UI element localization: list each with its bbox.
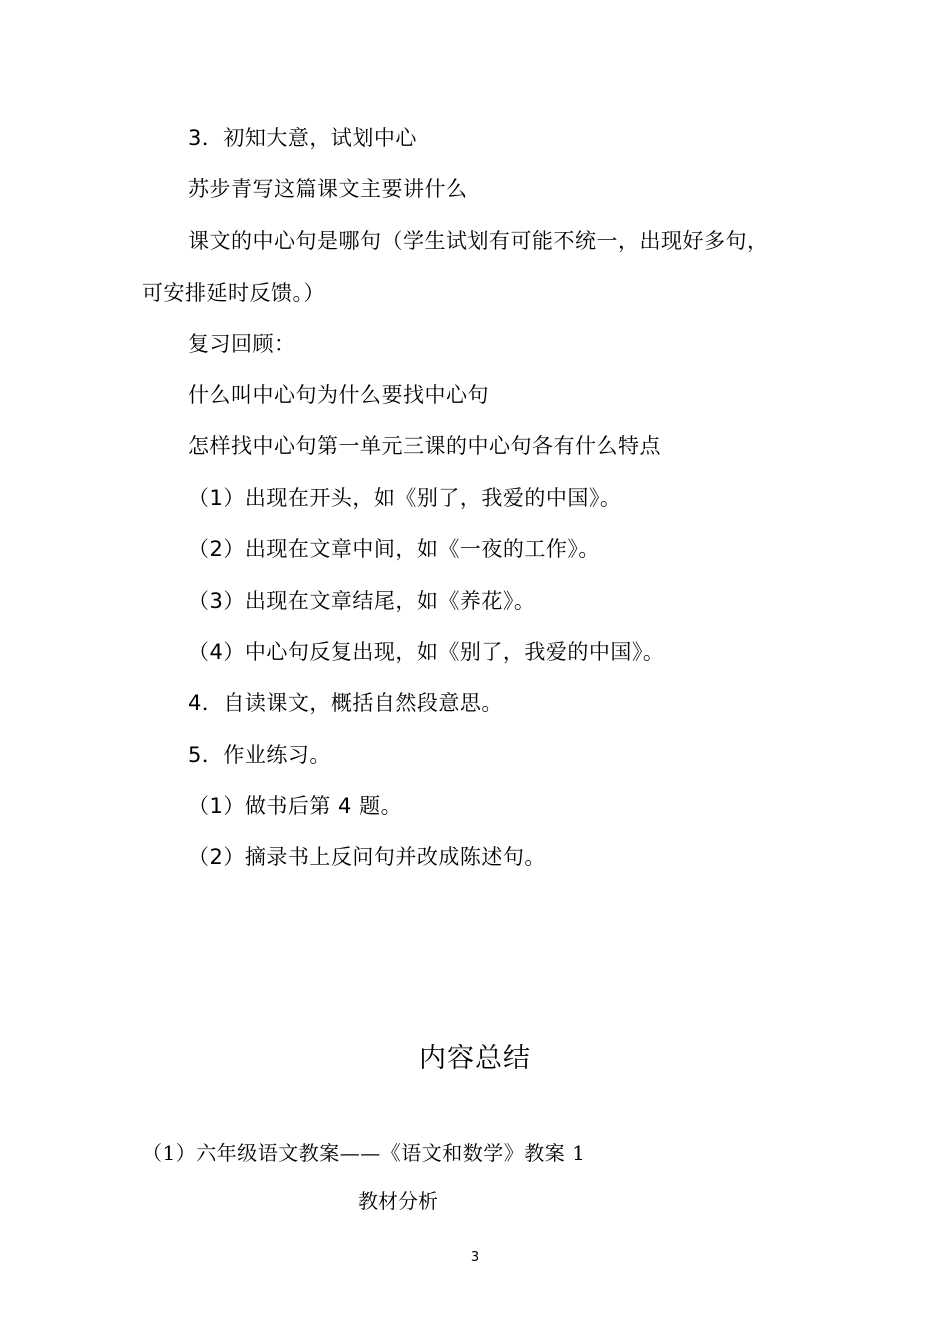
body-line-feature-3: （3）出现在文章结尾，如《养花》。	[188, 589, 536, 613]
summary-title: 内容总结	[419, 1043, 531, 1074]
body-line-review-question-1: 什么叫中心句为什么要找中心句	[188, 383, 489, 407]
body-line-question-main-content: 苏步青写这篇课文主要讲什么	[188, 177, 468, 201]
summary-item: （1）六年级语文教案——《语文和数学》教案 1	[142, 1141, 586, 1165]
body-line-feature-4: （4）中心句反复出现，如《别了，我爱的中国》。	[188, 640, 665, 664]
body-line-feature-2: （2）出现在文章中间，如《一夜的工作》。	[188, 537, 600, 561]
body-line-review-question-2: 怎样找中心句第一单元三课的中心句各有什么特点	[188, 434, 661, 458]
body-line-question-central-sentence: 课文的中心句是哪句（学生试划有可能不统一，出现好多句，	[188, 229, 769, 253]
body-line-step-4: 4．自读课文，概括自然段意思。	[188, 691, 503, 715]
body-line-step-3: 3．初知大意，试划中心	[188, 126, 417, 150]
body-line-step-5: 5．作业练习。	[188, 743, 331, 767]
body-line-continuation: 可安排延时反馈。）	[142, 281, 325, 305]
summary-subheading: 教材分析	[358, 1189, 438, 1213]
body-line-review-heading: 复习回顾：	[188, 332, 296, 356]
body-line-feature-1: （1）出现在开头，如《别了，我爱的中国》。	[188, 486, 622, 510]
body-line-homework-1: （1）做书后第 4 题。	[188, 794, 403, 818]
body-line-homework-2: （2）摘录书上反问句并改成陈述句。	[188, 845, 546, 869]
page-number: 3	[470, 1250, 480, 1265]
